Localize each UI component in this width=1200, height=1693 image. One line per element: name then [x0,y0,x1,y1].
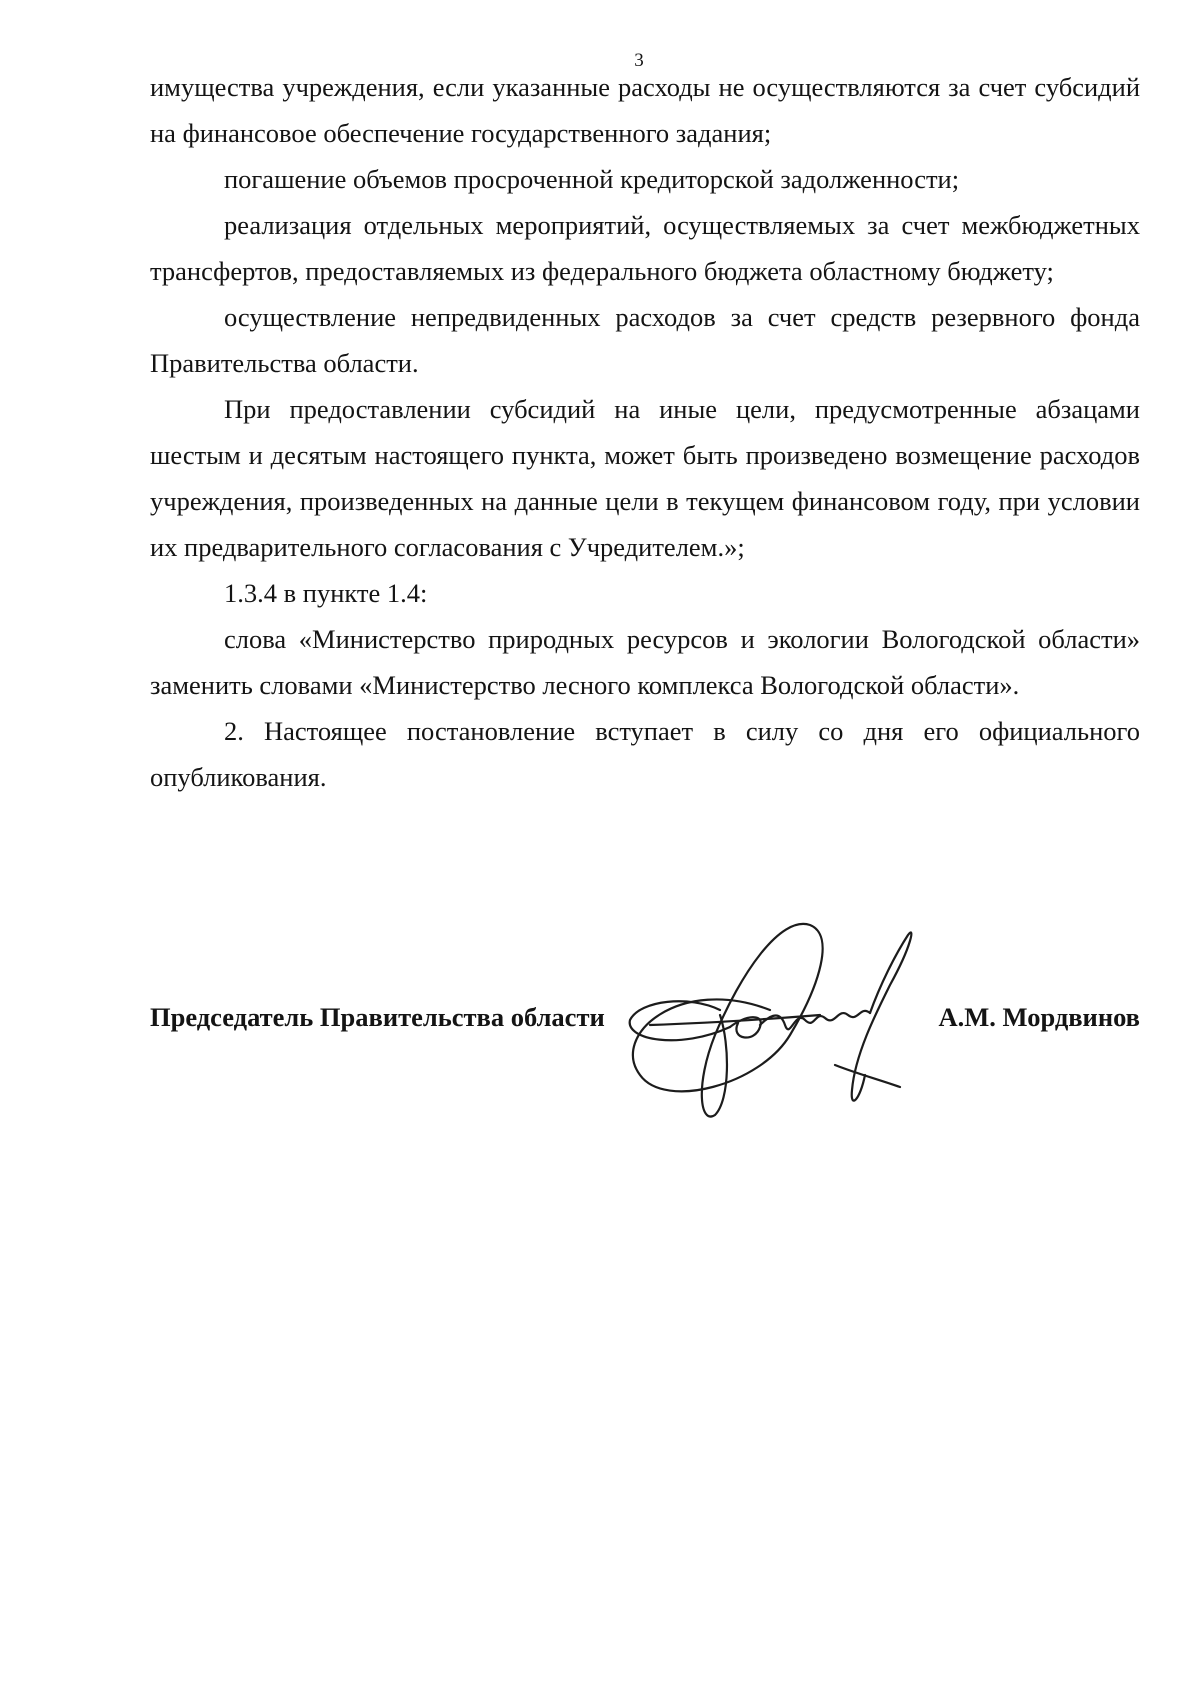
signatory-position: Председатель Правительства области [150,1002,605,1032]
document-body [150,64,1140,800]
signature-stroke-waves [760,1011,870,1029]
paragraph-entry-into-force: 2. Настоящее постановление вступает в силу со дня его официального опубликования. [150,716,1140,792]
paragraph-subsidies-reimbursement: При предоставлении субсидий на иные цели, предусмотренные абзацами шестым и десятым настоящего пункта, может быть произведено возмещение расходов учреждения, произведенных на данные цели в текущем финансовом году, при условии их предварительного согласования с Учредителем.»; [150,394,1140,562]
paragraph-clause-1-3-4: 1.3.4 в пункте 1.4: [224,578,428,608]
signature-stroke-tail [835,1065,900,1087]
paragraph-overdue-debt: погашение объемов просроченной кредиторской задолженности; [224,164,960,194]
paragraph-ministry-rename: слова «Министерство природных ресурсов и экологии Вологодской области» заменить словами «Министерство лесного комплекса Вологодской области». [150,624,1140,700]
paragraph-continuation: имущества учреждения, если указанные расходы не осуществляются за счет субсидий на финансовое обеспечение государственного задания; [150,72,1140,148]
paragraph-reserve-fund: осуществление непредвиденных расходов за счет средств резервного фонда Правительства области. [150,302,1140,378]
signature-stroke-right-rise [852,932,912,1100]
page-number: 3 [634,50,644,71]
paragraph-interbudget-transfers: реализация отдельных мероприятий, осуществляемых за счет межбюджетных трансфертов, предоставляемых из федерального бюджета областному бюджету; [150,210,1140,286]
handwritten-signature [620,915,950,1135]
signature-stroke-main-loop [633,924,823,1117]
signatory-name: А.М. Мордвинов [938,1002,1140,1032]
